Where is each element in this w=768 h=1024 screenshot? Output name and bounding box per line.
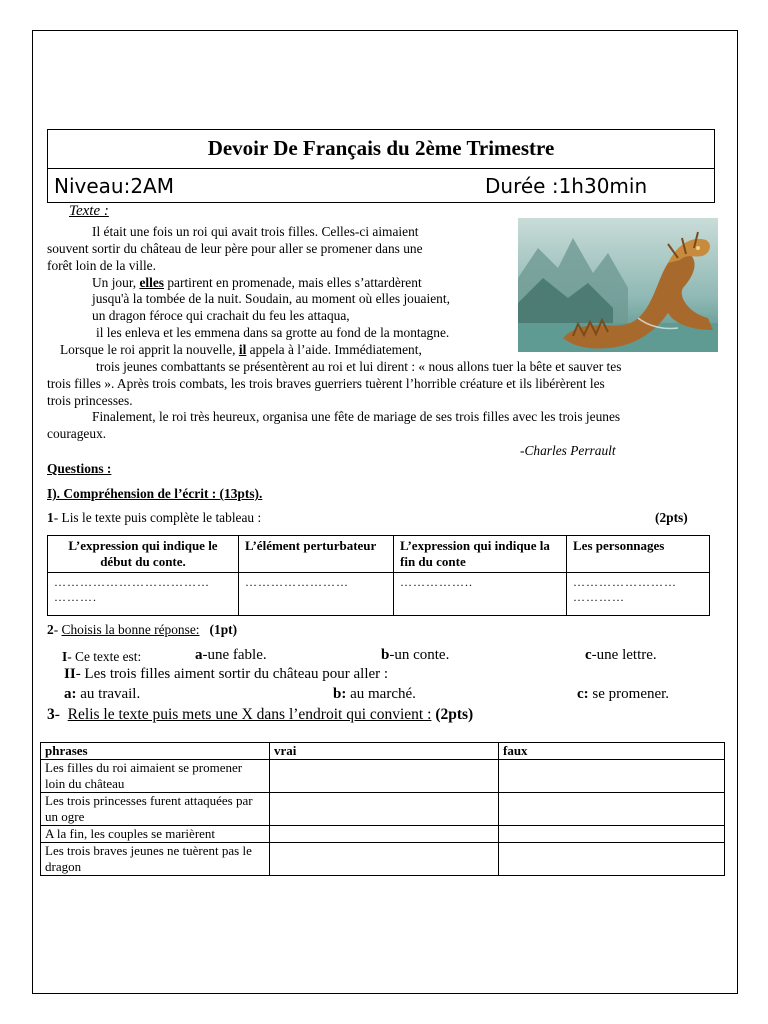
table-header: L’élément perturbateur bbox=[239, 536, 394, 573]
story-line: forêt loin de la ville. bbox=[47, 258, 156, 273]
questions-heading: Questions : bbox=[47, 461, 112, 476]
story-text: Un jour, bbox=[92, 275, 140, 290]
answer-blank[interactable]: …………….. bbox=[394, 573, 567, 616]
option-letter: c: bbox=[577, 686, 589, 702]
story-line: Il était une fois un roi qui avait trois filles. Celles-ci aimaient bbox=[92, 224, 419, 239]
table-header: phrases bbox=[41, 743, 270, 760]
table-header: Les personnages bbox=[567, 536, 710, 573]
faux-cell[interactable] bbox=[499, 843, 725, 876]
page-title: Devoir De Français du 2ème Trimestre bbox=[48, 130, 714, 169]
story-line: trois princesses. bbox=[47, 393, 133, 408]
story-line: courageux. bbox=[47, 426, 107, 441]
question-3: 3- Relis le texte puis mets une X dans l’endroit qui convient : (2pts) bbox=[47, 706, 474, 723]
option-b[interactable] bbox=[333, 686, 416, 703]
option-letter: b bbox=[381, 647, 390, 663]
table-row bbox=[41, 843, 725, 876]
dragon-illustration bbox=[518, 218, 718, 352]
option-text: -un conte. bbox=[389, 647, 450, 663]
option-text: -une fable. bbox=[202, 647, 267, 663]
question-text: - Ce texte est: bbox=[67, 649, 142, 664]
story-line: Finalement, le roi très heureux, organisa une fête de mariage de ses trois filles avec les trois jeunes bbox=[92, 409, 621, 424]
question-number: 2 bbox=[47, 622, 54, 637]
question-number: 1 bbox=[47, 510, 54, 525]
question-number: 3 bbox=[47, 706, 55, 723]
table-row bbox=[41, 760, 725, 793]
table-header: vrai bbox=[270, 743, 499, 760]
question-text: Choisis la bonne réponse: bbox=[61, 622, 200, 637]
option-letter: a bbox=[195, 647, 203, 663]
story-line: trois jeunes combattants se présentèrent au roi et lui dirent : « nous allons tuer la bête et sauver tes bbox=[96, 359, 622, 374]
header-info-row bbox=[48, 169, 714, 203]
level-label: Niveau:2AM bbox=[54, 174, 174, 198]
question-text: Relis le texte puis mets une X dans l’endroit qui convient : bbox=[67, 706, 432, 723]
answer-blank[interactable]: …………………… ………… bbox=[567, 573, 710, 616]
underlined-word: elles bbox=[139, 275, 164, 290]
option-a[interactable] bbox=[64, 686, 140, 703]
story-text: partirent en promenade, mais elles s’attardèrent bbox=[164, 275, 422, 290]
text-heading: Texte : bbox=[69, 203, 109, 219]
story-line: jusqu'à la tombée de la nuit. Soudain, au moment où elles jouaient, bbox=[92, 291, 450, 306]
question-2-II bbox=[64, 666, 388, 683]
table-header: faux bbox=[499, 743, 725, 760]
subquestion-label: I bbox=[62, 649, 68, 664]
option-letter: a: bbox=[64, 686, 77, 702]
story-text: appela à l’aide. Immédiatement, bbox=[246, 342, 422, 357]
option-text: -une lettre. bbox=[591, 647, 657, 663]
answer-blank[interactable]: …………………… bbox=[239, 573, 394, 616]
option-letter: b: bbox=[333, 686, 347, 702]
story-line: il les enleva et les emmena dans sa grotte au fond de la montagne. bbox=[96, 325, 450, 340]
faux-cell[interactable] bbox=[499, 793, 725, 826]
statement-cell: Les filles du roi aimaient se promener loin du château bbox=[41, 760, 270, 793]
table-row bbox=[41, 793, 725, 826]
author-signature: -Charles Perrault bbox=[520, 443, 616, 458]
table-row bbox=[41, 826, 725, 843]
story-line: trois filles ». Après trois combats, les trois braves guerriers tuèrent l’horrible créature et ils libérèrent les bbox=[47, 376, 605, 391]
option-b[interactable] bbox=[381, 647, 449, 664]
story-line: un dragon féroce qui crachait du feu les attaqua, bbox=[92, 308, 350, 323]
story-line bbox=[60, 342, 422, 359]
question-points: (2pts) bbox=[435, 706, 474, 723]
option-c[interactable] bbox=[577, 686, 669, 703]
option-letter: c bbox=[585, 647, 592, 663]
table-header: L’expression qui indique le début du conte. bbox=[48, 536, 239, 573]
question-1-points: (2pts) bbox=[655, 510, 688, 525]
duration-label: Durée :1h30min bbox=[485, 174, 648, 198]
story-line: souvent sortir du château de leur père pour aller se promener dans une bbox=[47, 241, 423, 256]
story-line bbox=[92, 275, 422, 292]
answer-blank[interactable]: ……………………………… ………. bbox=[48, 573, 239, 616]
question-2: 2- Choisis la bonne réponse: (1pt) bbox=[47, 622, 238, 637]
vrai-cell[interactable] bbox=[270, 793, 499, 826]
option-a[interactable] bbox=[195, 647, 267, 664]
vrai-cell[interactable] bbox=[270, 843, 499, 876]
question-text: - Lis le texte puis complète le tableau : bbox=[53, 510, 262, 525]
question-points: (1pt) bbox=[209, 622, 238, 637]
header-box bbox=[47, 129, 715, 203]
statement-cell: Les trois princesses furent attaquées par un ogre bbox=[41, 793, 270, 826]
question-text: - Les trois filles aiment sortir du château pour aller : bbox=[75, 666, 389, 682]
story-text: Lorsque le roi apprit la nouvelle, bbox=[60, 342, 239, 357]
table-header: L’expression qui indique la fin du conte bbox=[394, 536, 567, 573]
question-1 bbox=[47, 510, 261, 526]
statement-cell: Les trois braves jeunes ne tuèrent pas le dragon bbox=[41, 843, 270, 876]
true-false-table bbox=[40, 742, 725, 876]
question-2-I bbox=[62, 649, 141, 665]
option-text: se promener. bbox=[588, 686, 670, 702]
statement-cell: A la fin, les couples se marièrent bbox=[41, 826, 270, 843]
faux-cell[interactable] bbox=[499, 760, 725, 793]
section-comprehension: I). Compréhension de l’écrit : (13pts). bbox=[47, 486, 263, 501]
completion-table bbox=[47, 535, 710, 616]
option-c[interactable] bbox=[585, 647, 657, 664]
option-text: au marché. bbox=[346, 686, 416, 702]
faux-cell[interactable] bbox=[499, 826, 725, 843]
underlined-word: il bbox=[238, 342, 247, 357]
vrai-cell[interactable] bbox=[270, 826, 499, 843]
vrai-cell[interactable] bbox=[270, 760, 499, 793]
subquestion-label: II bbox=[64, 666, 76, 682]
option-text: au travail. bbox=[76, 686, 141, 702]
